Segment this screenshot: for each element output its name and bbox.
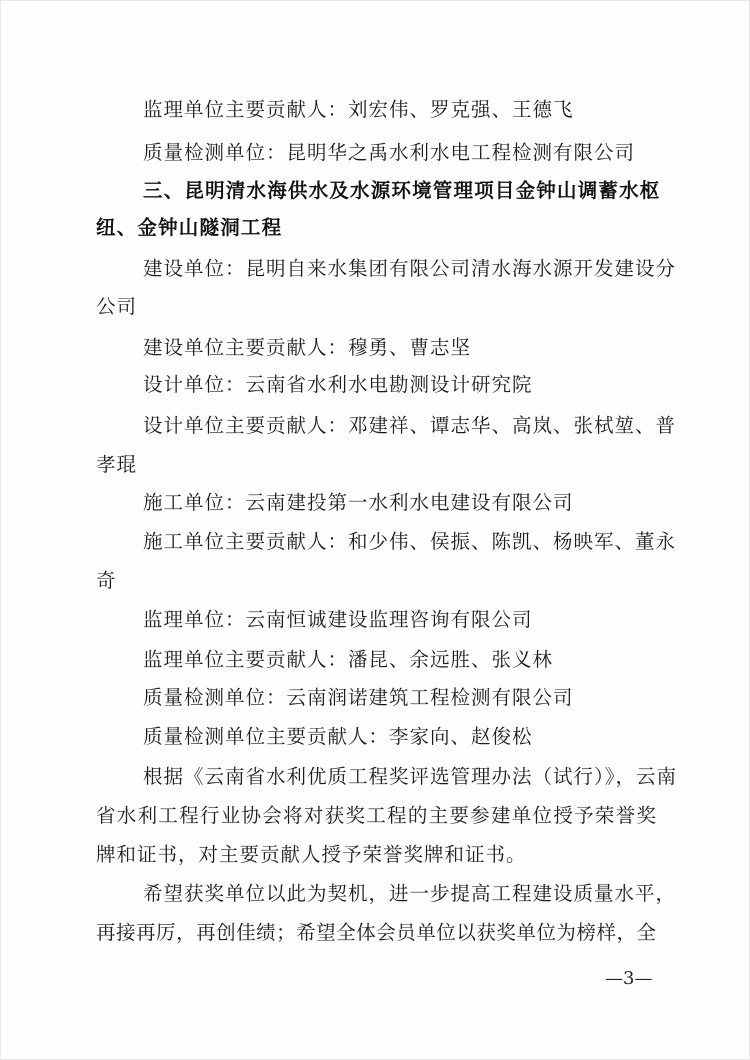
design-contributors-line-cont: 孝琨	[96, 453, 138, 476]
design-contributors-line: 设计单位主要贡献人：邓建祥、谭志华、高岚、张栻堃、普	[143, 414, 677, 437]
paragraph-award-line-1: 根据《云南省水利优质工程奖评选管理办法（试行）》，云南	[143, 765, 678, 788]
construction-unit-line-cont: 公司	[96, 295, 138, 318]
builder-contributors-line: 施工单位主要贡献人：和少伟、侯振、陈凯、杨映军、董永	[143, 530, 677, 553]
paragraph-hope-line-2: 再接再厉，再创佳绩；希望全体会员单位以获奖单位为榜样，全	[96, 921, 656, 944]
paragraph-award-line-2: 省水利工程行业协会将对获奖工程的主要参建单位授予荣誉奖	[96, 804, 656, 827]
supervision-contributors-line: 监理单位主要贡献人：刘宏伟、罗克强、王德飞	[143, 98, 574, 121]
quality-testing-unit-line-2: 质量检测单位：云南润诺建筑工程检测有限公司	[143, 686, 574, 709]
builder-unit-line: 施工单位：云南建投第一水利水电建设有限公司	[143, 491, 574, 514]
construction-contributors-line: 建设单位主要贡献人：穆勇、曹志坚	[143, 336, 472, 359]
page-number: —3—	[605, 968, 653, 989]
paragraph-award-line-3: 牌和证书，对主要贡献人授予荣誉奖牌和证书。	[96, 843, 527, 866]
design-unit-line: 设计单位：云南省水利水电勘测设计研究院	[143, 373, 533, 396]
paragraph-hope-line-1: 希望获奖单位以此为契机，进一步提高工程建设质量水平，	[143, 882, 677, 905]
construction-unit-line: 建设单位：昆明自来水集团有限公司清水海水源开发建设分	[143, 257, 677, 280]
supervision-unit-line: 监理单位：云南恒诚建设监理咨询有限公司	[143, 608, 533, 631]
supervision-contributors-line-2: 监理单位主要贡献人：潘昆、余远胜、张义林	[143, 648, 554, 671]
quality-testing-contributors-line: 质量检测单位主要贡献人：李家向、赵俊松	[143, 725, 533, 748]
section-heading-line-2: 纽、金钟山隧洞工程	[96, 216, 283, 239]
section-heading-line-1: 三、昆明清水海供水及水源环境管理项目金钟山调蓄水枢	[143, 179, 661, 202]
quality-testing-unit-line: 质量检测单位：昆明华之禹水利水电工程检测有限公司	[143, 141, 636, 164]
builder-contributors-line-cont: 奇	[96, 569, 117, 592]
